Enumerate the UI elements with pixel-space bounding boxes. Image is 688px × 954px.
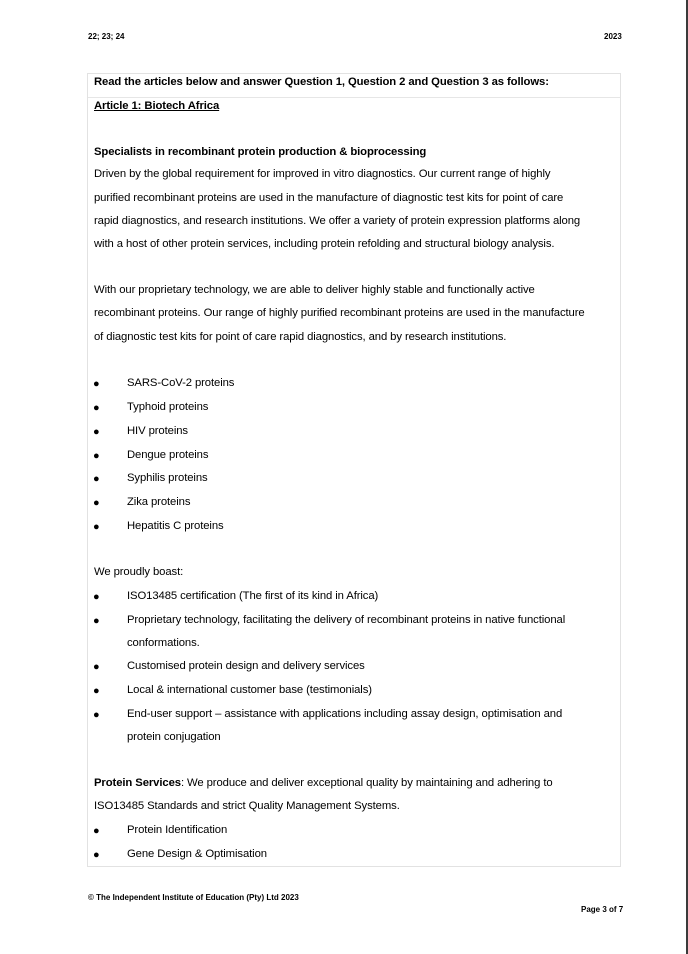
para1-line: rapid diagnostics, and research institutions. We offer a variety of protein expression platforms along bbox=[94, 215, 581, 227]
services-paragraph-line2: ISO13485 Standards and strict Quality Management Systems. bbox=[94, 800, 400, 812]
bullet-icon: ● bbox=[93, 615, 100, 627]
article-title: Article 1: Biotech Africa bbox=[94, 100, 220, 112]
services-label: Protein Services bbox=[94, 777, 181, 789]
para1-line: Driven by the global requirement for improved in vitro diagnostics. Our current range of highly bbox=[94, 168, 551, 180]
list-item: Hepatitis C proteins bbox=[127, 520, 224, 532]
list-item: Proprietary technology, facilitating the delivery of recombinant proteins in native functional bbox=[127, 614, 566, 626]
frame-divider bbox=[88, 97, 620, 98]
list-item: Local & international customer base (testimonials) bbox=[127, 684, 372, 696]
list-item: Gene Design & Optimisation bbox=[127, 848, 267, 860]
footer-page-number: Page 3 of 7 bbox=[581, 905, 624, 914]
list-item-continuation: conformations. bbox=[127, 637, 200, 649]
bullet-icon: ● bbox=[93, 378, 100, 390]
bullet-icon: ● bbox=[93, 849, 100, 861]
footer-copyright: © The Independent Institute of Education (Pty) Ltd 2023 bbox=[88, 893, 299, 902]
list-item: Customised protein design and delivery services bbox=[127, 660, 365, 672]
para2-line: of diagnostic test kits for point of care rapid diagnostics, and by research institutions. bbox=[94, 331, 507, 343]
header-module-codes: 22; 23; 24 bbox=[88, 32, 125, 41]
services-paragraph bbox=[94, 776, 553, 790]
list-item: Protein Identification bbox=[127, 824, 228, 836]
list-item: Syphilis proteins bbox=[127, 472, 208, 484]
list-item: Dengue proteins bbox=[127, 449, 209, 461]
bullet-icon: ● bbox=[93, 661, 100, 673]
list-item: HIV proteins bbox=[127, 425, 188, 437]
bullet-icon: ● bbox=[93, 685, 100, 697]
instructions-text: Read the articles below and answer Question 1, Question 2 and Question 3 as follows: bbox=[94, 76, 549, 88]
para1-line: with a host of other protein services, including protein refolding and structural biology analysis. bbox=[94, 238, 555, 250]
bullet-icon: ● bbox=[93, 709, 100, 721]
para2-line: recombinant proteins. Our range of highly purified recombinant proteins are used in the manufacture bbox=[94, 307, 585, 319]
services-text: : We produce and deliver exceptional quality by maintaining and adhering to bbox=[180, 777, 553, 789]
bullet-icon: ● bbox=[93, 591, 100, 603]
para2-line: With our proprietary technology, we are able to deliver highly stable and functionally active bbox=[94, 284, 535, 296]
list-item-continuation: protein conjugation bbox=[127, 731, 221, 743]
list-item: ISO13485 certification (The first of its kind in Africa) bbox=[127, 590, 379, 602]
bullet-icon: ● bbox=[93, 450, 100, 462]
boast-intro: We proudly boast: bbox=[94, 566, 184, 578]
bullet-icon: ● bbox=[93, 825, 100, 837]
bullet-icon: ● bbox=[93, 497, 100, 509]
list-item: End-user support – assistance with applications including assay design, optimisation and bbox=[127, 708, 563, 720]
para1-line: purified recombinant proteins are used in the manufacture of diagnostic test kits for point of care bbox=[94, 192, 564, 204]
bullet-icon: ● bbox=[93, 426, 100, 438]
bullet-icon: ● bbox=[93, 473, 100, 485]
list-item: SARS-CoV-2 proteins bbox=[127, 377, 235, 389]
bullet-icon: ● bbox=[93, 521, 100, 533]
bullet-icon: ● bbox=[93, 402, 100, 414]
header-year: 2023 bbox=[604, 32, 622, 41]
list-item: Zika proteins bbox=[127, 496, 191, 508]
article-subheading: Specialists in recombinant protein production & bioprocessing bbox=[94, 146, 427, 158]
list-item: Typhoid proteins bbox=[127, 401, 209, 413]
